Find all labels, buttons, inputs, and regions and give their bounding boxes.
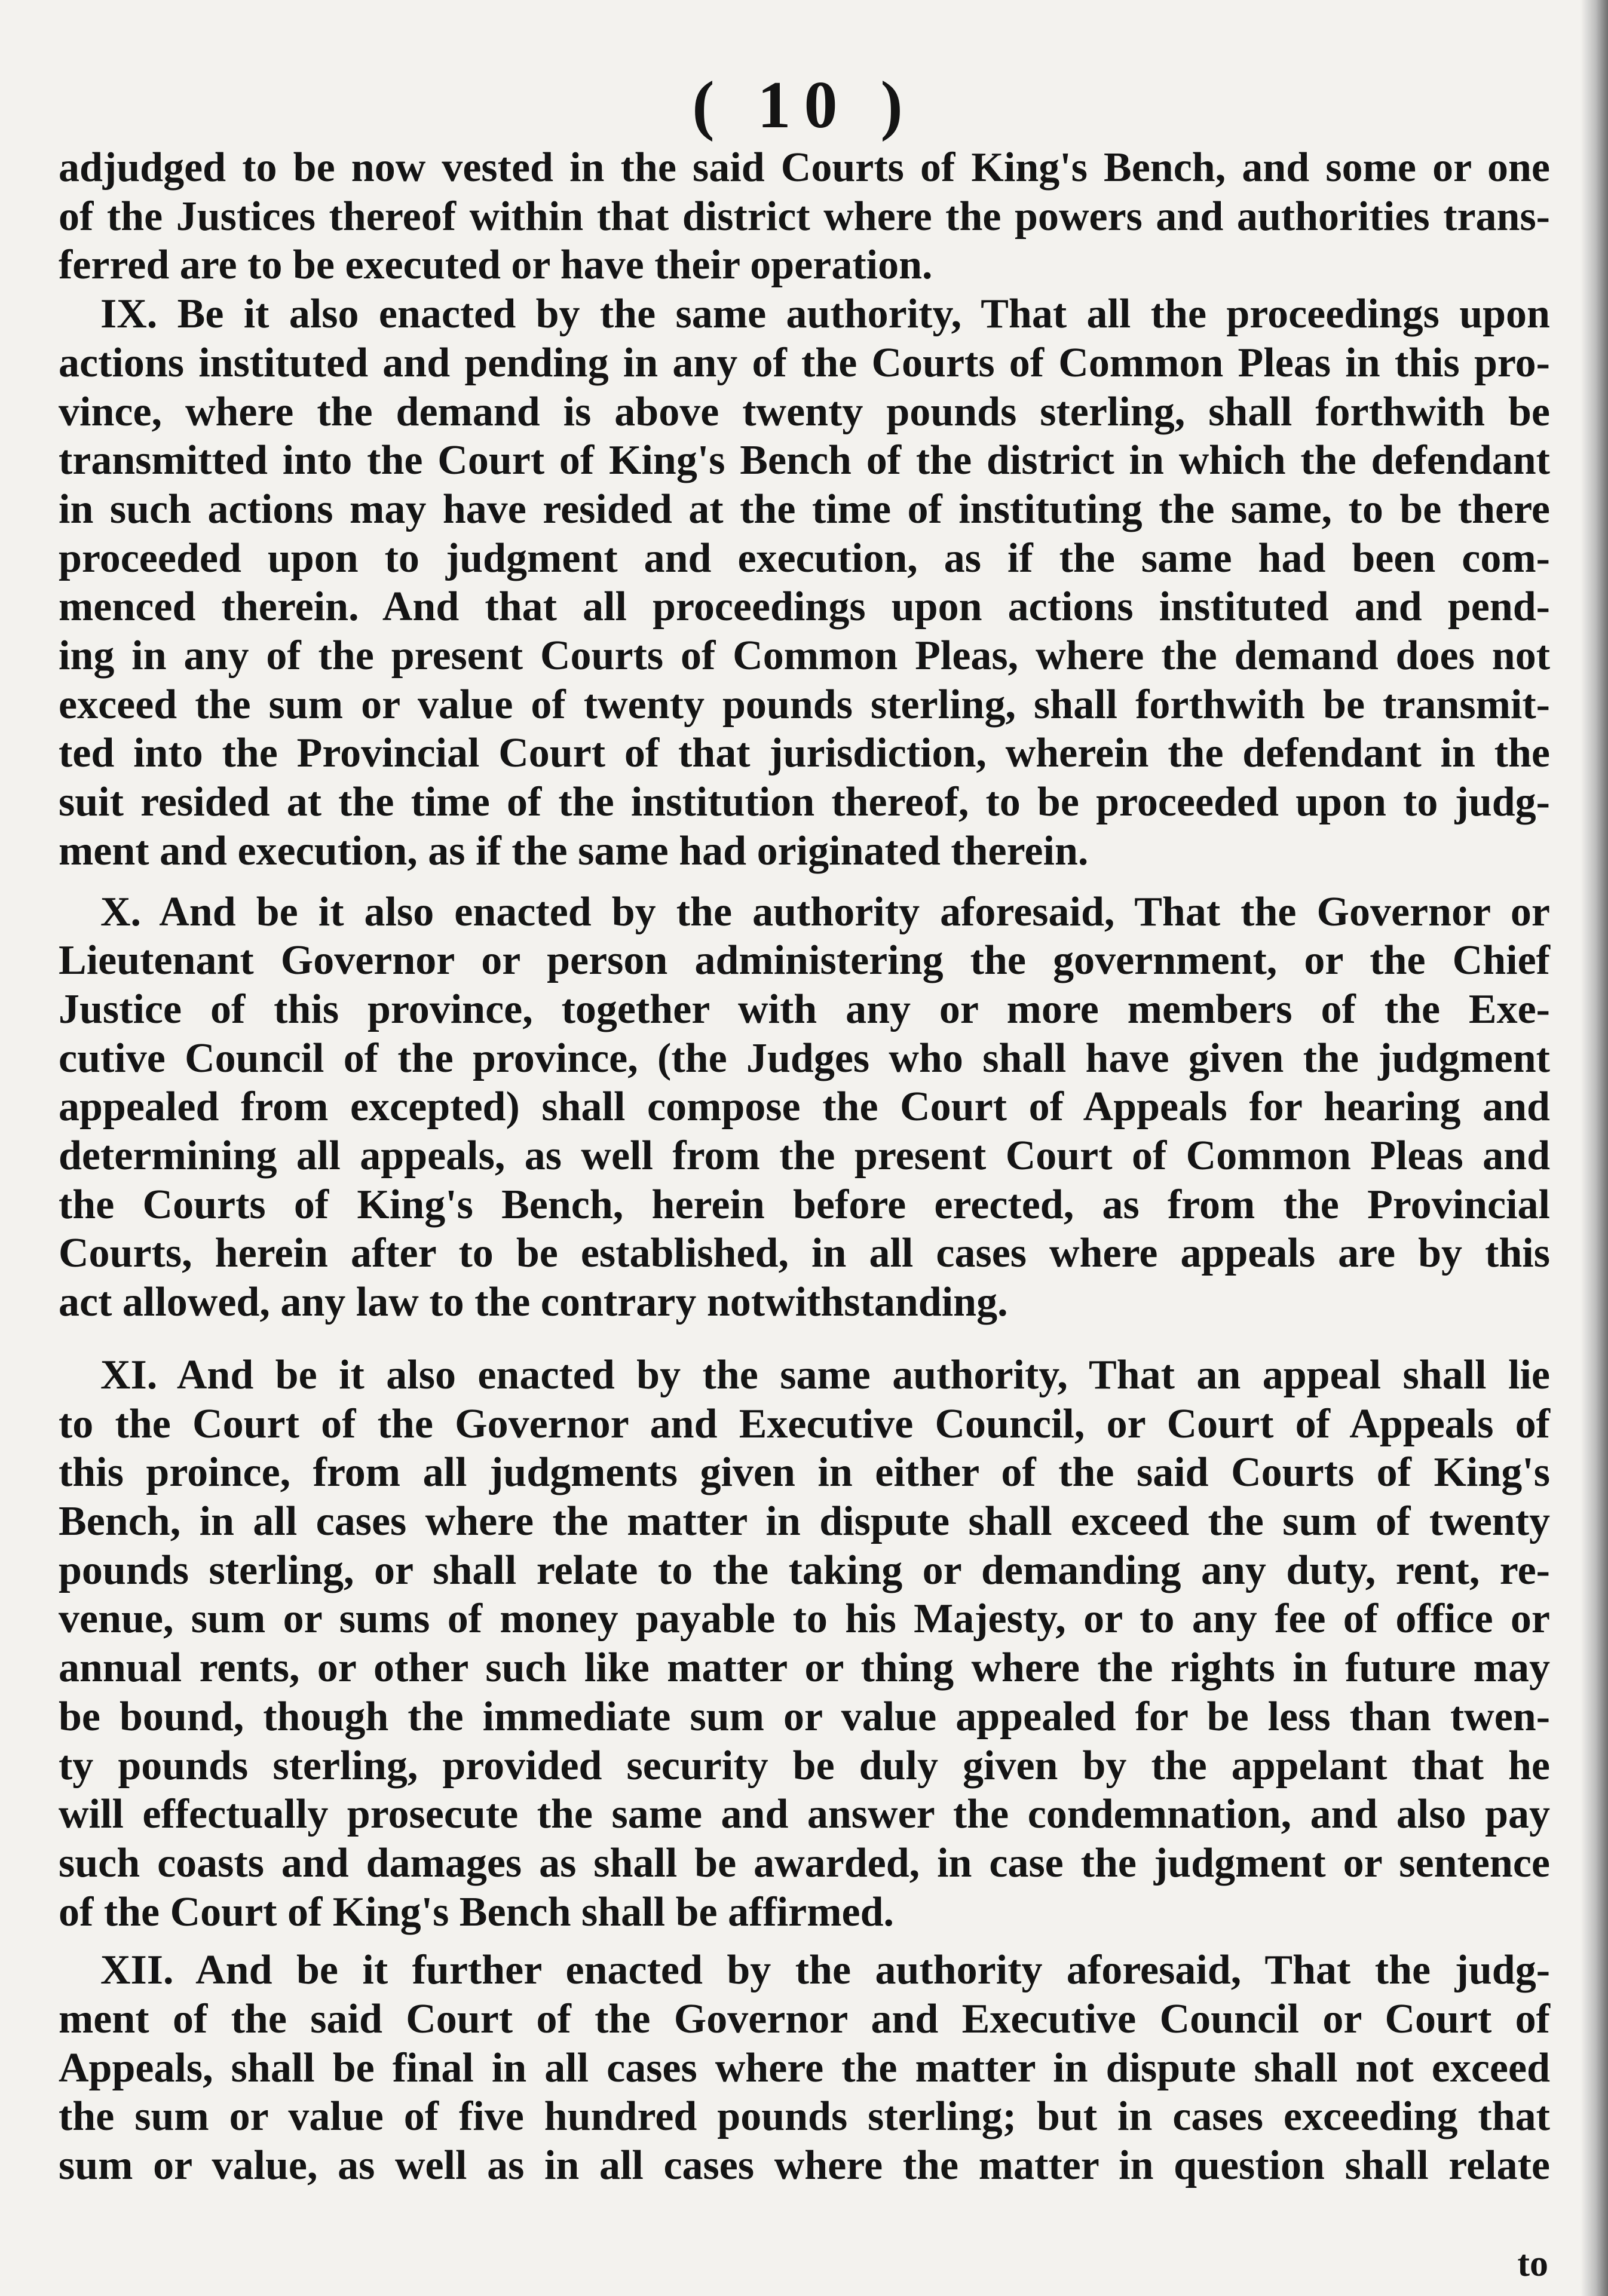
text-line: of the Court of King's Bench shall be affirmed. [59, 1889, 895, 1935]
text-line: appealed from excepted) shall compose the Court of Appeals for hearing and [59, 1084, 1550, 1130]
page-edge-shadow [1581, 0, 1608, 2296]
section-s8 [59, 143, 1550, 290]
text-line: ferred are to be executed or have their operation. [59, 242, 933, 289]
text-line: XI. And be it also enacted by the same authority, That an appeal shall lie [100, 1351, 1550, 1398]
section-s11 [59, 1351, 1550, 1936]
catchword: to [1517, 2243, 1548, 2284]
text-line: the Courts of King's Bench, herein before erected, as from the Provincial [59, 1181, 1550, 1228]
text-line: Lieutenant Governor or person administering the government, or the Chief [59, 937, 1550, 984]
text-line: ty pounds sterling, provided security be duly given by the appelant that he [59, 1742, 1550, 1789]
text-line: pounds sterling, or shall relate to the taking or demanding any duty, rent, re- [59, 1547, 1550, 1593]
text-line: XII. And be it further enacted by the authority aforesaid, That the judg- [100, 1947, 1550, 1994]
text-line: venue, sum or sums of money payable to his Majesty, or to any fee of office or [59, 1596, 1550, 1642]
text-line: annual rents, or other such like matter or thing where the rights in future may [59, 1645, 1550, 1691]
text-line: of the Justices thereof within that district where the powers and authorities trans- [59, 193, 1550, 240]
text-line: cutive Council of the province, (the Judges who shall have given the judgment [59, 1035, 1550, 1081]
text-line: Courts, herein after to be established, in all cases where appeals are by this [59, 1230, 1550, 1277]
text-line: exceed the sum or value of twenty pounds sterling, shall forthwith be transmit- [59, 681, 1550, 728]
text-line: transmitted into the Court of King's Bench of the district in which the defendant [59, 437, 1550, 484]
text-line: in such actions may have resided at the time of instituting the same, to be there [59, 486, 1550, 532]
text-line: ing in any of the present Courts of Common Pleas, where the demand does not [59, 633, 1550, 679]
text-line: to the Court of the Governor and Executive Council, or Court of Appeals of [59, 1400, 1550, 1447]
text-line: vince, where the demand is above twenty pounds sterling, shall forthwith be [59, 388, 1550, 435]
text-line: will effectually prosecute the same and answer the condemnation, and also pay [59, 1791, 1550, 1838]
text-line: suit resided at the time of the institution thereof, to be proceeded upon to judg- [59, 779, 1550, 826]
section-s12 [59, 1946, 1550, 2190]
text-line: ment of the said Court of the Governor and Executive Council or Court of [59, 1996, 1550, 2043]
text-line: proceeded upon to judgment and execution, as if the same had been com- [59, 535, 1550, 581]
page-number: ( 10 ) [692, 68, 916, 142]
text-line: actions instituted and pending in any of the Courts of Common Pleas in this pro- [59, 339, 1550, 386]
text-line: menced therein. And that all proceedings upon actions instituted and pend- [59, 584, 1550, 630]
text-line: IX. Be it also enacted by the same authority, That all the proceedings upon [100, 291, 1550, 338]
text-line: determining all appeals, as well from the present Court of Common Pleas and [59, 1133, 1550, 1179]
text-line: adjudged to be now vested in the said Courts of King's Bench, and some or one [59, 145, 1550, 191]
text-line: be bound, though the immediate sum or value appealed for be less than twen- [59, 1693, 1550, 1740]
text-line: Appeals, shall be final in all cases where the matter in dispute shall not exceed [59, 2044, 1550, 2091]
text-line: ment and execution, as if the same had originated therein. [59, 827, 1089, 874]
text-line: the sum or value of five hundred pounds sterling; but in cases exceeding that [59, 2093, 1550, 2140]
section-s10 [59, 888, 1550, 1327]
text-line: X. And be it also enacted by the authority aforesaid, That the Governor or [100, 888, 1550, 935]
text-line: ted into the Provincial Court of that jurisdiction, wherein the defendant in the [59, 730, 1550, 777]
body-text [59, 143, 1550, 2190]
text-line: Bench, in all cases where the matter in dispute shall exceed the sum of twenty [59, 1498, 1550, 1544]
text-line: such coasts and damages as shall be awarded, in case the judgment or sentence [59, 1840, 1550, 1886]
text-line: sum or value, as well as in all cases where the matter in question shall relate [59, 2142, 1550, 2189]
text-line: this proince, from all judgments given in either of the said Courts of King's [59, 1449, 1550, 1496]
text-line: act allowed, any law to the contrary notwithstanding. [59, 1279, 1008, 1326]
section-s9 [59, 290, 1550, 875]
text-line: Justice of this province, together with any or more members of the Exe- [59, 986, 1550, 1032]
